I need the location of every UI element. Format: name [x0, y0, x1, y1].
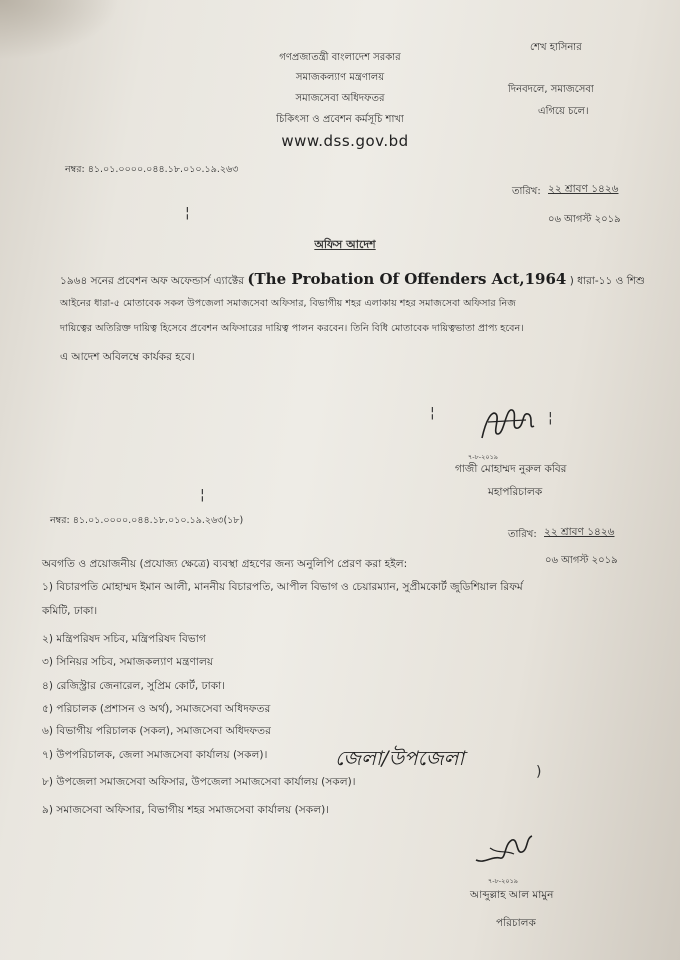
header-ministry: সমাজকল্যাণ মন্ত্রণালয় [295, 72, 385, 83]
slogan-line-2: দিনবদলে, সমাজসেবা [508, 84, 594, 95]
handwritten-mark: ¦ [185, 205, 190, 221]
header-govt: গণপ্রজাতন্ত্রী বাংলাদেশ সরকার [279, 52, 401, 63]
handwritten-mark: ¦ [548, 410, 553, 426]
order-date-english: ০৬ আগস্ট ২০১৯ [548, 214, 621, 225]
copy-item: ৪) রেজিস্ট্রার জেনারেল, সুপ্রিম কোর্ট, ঢাকা। [42, 680, 226, 692]
copy-item: কমিটি, ঢাকা। [42, 605, 98, 617]
copy-item: ২) মন্ত্রিপরিষদ সচিব, মন্ত্রিপরিষদ বিভাগ [42, 633, 206, 645]
order-signatory-title: মহাপরিচালক [488, 486, 543, 498]
handwritten-mark: ) [536, 764, 542, 780]
copy-item: ১) বিচারপতি মোহাম্মদ ইমান আলী, মাননীয় বিচারপতি, আপীল বিভাগ ও চেয়ারম্যান, সুপ্রীমকোর্ট জুডিশিয়াল রিফর্ম [42, 581, 523, 593]
copy-date-bangla: ২২ শ্রাবণ ১৪২৬ [544, 526, 615, 538]
director-signature [470, 830, 540, 876]
copy-memo-number: নম্বর: ৪১.০১.০০০০.০৪৪.১৮.০১০.১৯.২৬৩(১৮) [50, 515, 244, 526]
copy-item: ৭) উপপরিচালক, জেলা সমাজসেবা কার্যালয় (সকল)। [42, 749, 268, 761]
order-signatory-name: গাজী মোহাম্মদ নুরুল কবির [455, 463, 567, 475]
copy-signature-date: ৭-৮-২০১৯ [488, 877, 519, 885]
order-paragraph-line-2: আইনের ধারা-৫ মোতাবেক সকল উপজেলা সমাজসেবা অফিসার, বিভাগীয় শহর এলাকায় শহর সমাজসেবা অফিসার নিজ [60, 298, 516, 309]
copy-intro: অবগতি ও প্রয়োজনীয় (প্রযোজ্য ক্ষেত্রে) ব্যবস্থা গ্রহণের জন্য অনুলিপি প্রেরণ করা হইল: [42, 558, 408, 570]
slogan-line-1: শেখ হাসিনার [530, 42, 582, 53]
page-shadow [0, 0, 120, 60]
order-memo-number: নম্বর: ৪১.০১.০০০০.০৪৪.১৮.০১০.১৯.২৬৩ [65, 164, 239, 175]
header-website: www.dss.gov.bd [281, 132, 409, 150]
copy-item: ৬) বিভাগীয় পরিচালক (সকল), সমাজসেবা অধিদফতর [42, 725, 271, 737]
handwritten-mark: ¦ [430, 405, 435, 421]
order-paragraph-line-1 [60, 270, 645, 291]
handwritten-mark: ¦ [200, 487, 205, 503]
copy-item: ৫) পরিচালক (প্রশাসন ও অর্থ), সমাজসেবা অধিদফতর [42, 703, 271, 715]
copy-signatory-name: আব্দুল্লাহ আল মামুন [470, 889, 554, 901]
slogan-line-3: এগিয়ে চলে। [538, 106, 589, 117]
order-paragraph-line-3: দায়িত্বের অতিরিক্ত দায়িত্ব হিসেবে প্রবেশন অফিসারের দায়িত্ব পালন করবেন। তিনি বিধি মোতাবেক দায়িত্বভাতা প্রাপ্য হবেন। [60, 323, 524, 334]
copy-date-label: তারিখ: [508, 529, 537, 540]
copy-item: ৯) সমাজসেবা অফিসার, বিভাগীয় শহর সমাজসেবা কার্যালয় (সকল)। [42, 804, 330, 816]
copy-date-english: ০৬ আগস্ট ২০১৯ [545, 555, 618, 566]
order-date-bangla: ২২ শ্রাবণ ১৪২৬ [548, 183, 619, 195]
act-name: (The Probation Of Offenders Act,1964 [247, 270, 567, 288]
copy-item: ৩) সিনিয়র সচিব, সমাজকল্যাণ মন্ত্রণালয় [42, 656, 214, 668]
order-signature-date: ৭-৮-২০১৯ [468, 453, 499, 461]
copy-item: ৮) উপজেলা সমাজসেবা অফিসার, উপজেলা সমাজসেবা কার্যালয় (সকল)। [42, 776, 356, 788]
para-line1-pre: ১৯৬৪ সনের প্রবেশন অফ অফেন্ডার্স এ্যাক্টের [60, 275, 245, 287]
handwritten-note: জেলা/উপজেলা [335, 746, 465, 770]
order-date-label: তারিখ: [512, 186, 541, 197]
director-general-signature [478, 400, 538, 448]
order-title: অফিস আদেশ [314, 238, 376, 251]
copy-signatory-title: পরিচালক [496, 917, 536, 929]
header-branch: চিকিৎসা ও প্রবেশন কর্মসূচি শাখা [276, 114, 404, 125]
order-effect-line: এ আদেশ অবিলম্বে কার্যকর হবে। [60, 351, 195, 363]
header-department: সমাজসেবা অধিদফতর [295, 93, 385, 104]
para-line1-post: ) ধারা-১১ ও শিশু [569, 275, 645, 287]
